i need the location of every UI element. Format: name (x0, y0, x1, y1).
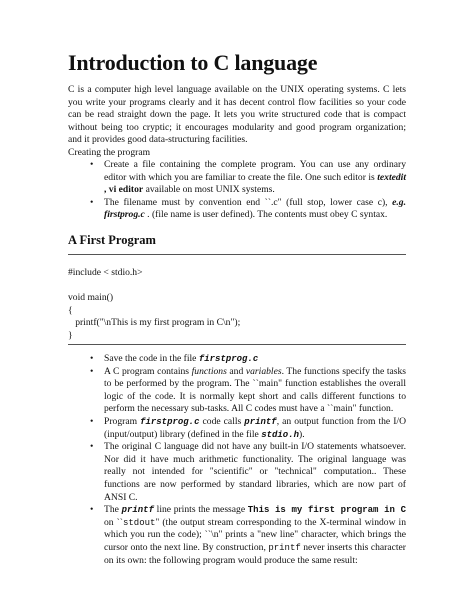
section-heading: A First Program (68, 233, 156, 247)
code-blank (68, 280, 406, 293)
code-text: printf (244, 416, 277, 427)
list-item (88, 159, 406, 197)
code-text: stdout (123, 517, 156, 528)
code-text: printf (121, 505, 154, 516)
text: A C program contains (104, 365, 192, 377)
text: on `` (104, 516, 123, 528)
text: code calls (199, 415, 245, 427)
text: The original C language did not have any built-in I/O statements whatsoever. Nor did it have much arithmetic functionality. The original language was really not intended for "scientific" or "technical" computation.. These functions are now performed by standard libraries, which are now part of ANSI C. (104, 441, 406, 503)
list-item (88, 416, 406, 441)
list-item (88, 366, 406, 416)
text: ). (299, 428, 305, 440)
text: available on most UNIX systems. (143, 184, 275, 196)
text-emphasis: variables (245, 365, 282, 377)
code-line: printf("\nThis is my first program in C\n"); (68, 317, 241, 329)
list-item (88, 353, 406, 366)
text: The filename must by convention end ``.c" (full stop, lower case c), (104, 196, 393, 208)
text: , an output function from the I/O (input/output) library (defined in the file (104, 415, 406, 440)
text: The (104, 504, 122, 516)
text: never inserts this character on its own: the following program would produce the same result: (104, 541, 406, 566)
text: Save the code in the file (104, 353, 199, 364)
divider-top (68, 254, 406, 255)
text: " (the output stream corresponding to the X-terminal window in which you run the code); ``\n" prints a "new line" character, which brings the cursor onto the next line. By construction, (104, 516, 406, 553)
code-text: This is my first program in C (247, 505, 406, 516)
code-text: printf (268, 542, 301, 553)
text: line prints the message (153, 504, 248, 516)
creation-steps-list (88, 159, 406, 222)
divider-bottom (68, 344, 406, 345)
text: , (104, 184, 109, 196)
text-emphasis: textedit (377, 171, 406, 183)
text: Create a file containing the complete program. You can use any ordinary editor with which you are familiar to create the file. One such editor is (104, 159, 406, 183)
list-item (88, 504, 406, 567)
list-item (88, 197, 406, 222)
code-line: #include < stdio.h> (68, 267, 143, 278)
code-text: firstprog.c (198, 354, 259, 364)
intro-paragraph: C is a computer high level language available on the UNIX operating systems. C lets you write your programs clearly and it has decent control flow facilities so your code can be read straight down the page. It lets you write structured code that is compact without being too cryptic; it encourages modularity and good program organization; and it provides good data-structuring facilities. (68, 84, 406, 146)
text-emphasis: e.g. firstprog.c (104, 196, 406, 221)
code-text: stdio.h (261, 429, 299, 440)
creating-program-label: Creating the program (68, 146, 151, 158)
code-text: firstprog.c (140, 416, 200, 427)
text-emphasis: functions (191, 365, 227, 377)
list-item (88, 441, 406, 504)
page-title: Introduction to C language (68, 50, 318, 75)
code-line: } (68, 329, 73, 341)
code-listing (68, 267, 406, 343)
text: . (file name is user defined). The contents must obey C syntax. (144, 209, 388, 221)
text-emphasis: vi editor (108, 184, 144, 196)
text: . The functions specify the tasks to be performed by the program. The ``main" function establishes the overall logic of the code. It is normally kept short and calls different functions to perform the necessary sub-tasks. All C codes must have a ``main" function. (104, 365, 407, 415)
text: and (226, 365, 246, 377)
text: Program (104, 415, 141, 427)
code-line: void main() (68, 292, 114, 304)
intro-section (68, 84, 406, 160)
notes-list (88, 353, 406, 567)
code-line: { (68, 304, 73, 316)
